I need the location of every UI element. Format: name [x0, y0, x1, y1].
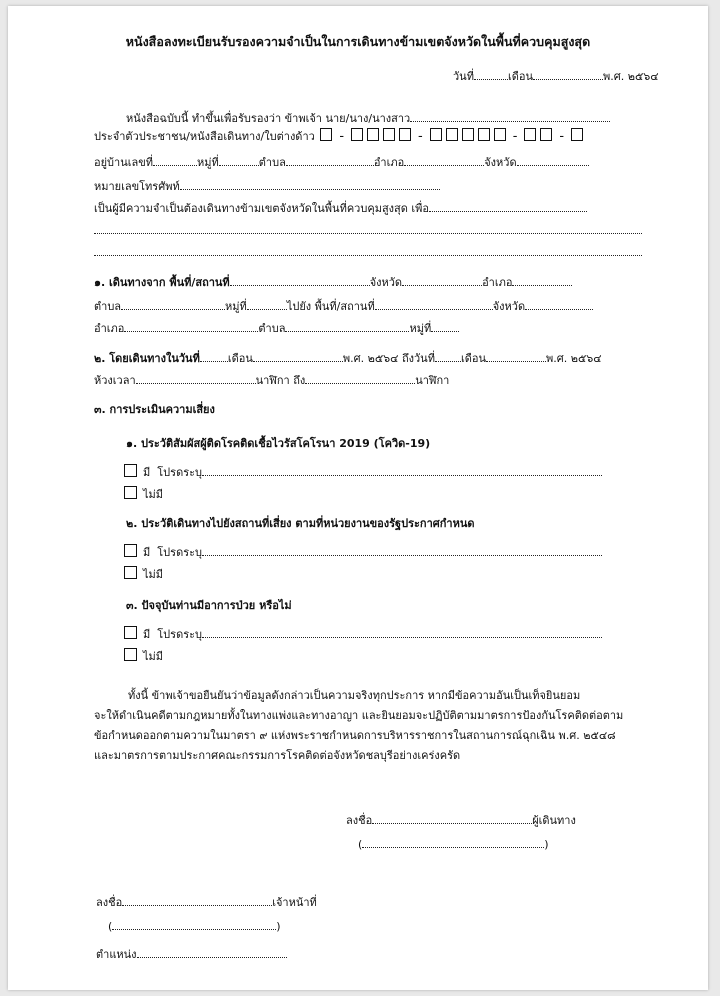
officer-name-field[interactable]	[112, 918, 276, 930]
q2-no-checkbox[interactable]	[124, 566, 137, 579]
need-line-2	[94, 222, 642, 239]
position-field[interactable]	[137, 946, 287, 958]
to-place-label: ไปยัง พื้นที่/สถานที่	[286, 300, 375, 313]
yes-label: มี	[143, 466, 151, 479]
specify-label: โปรดระบุ	[157, 546, 203, 559]
id-boxes[interactable]: - - - -	[318, 129, 585, 144]
section1-line2	[94, 298, 593, 315]
officer-name-line	[108, 918, 281, 935]
no-label: ไม่มี	[143, 568, 164, 581]
form-page	[8, 6, 708, 990]
question-1: ๑. ประวัติสัมผัสผู้ติดโรคติดเชื้อไวรัสโคโรนา 2019 (โควิด-19)	[126, 437, 431, 450]
position-line	[96, 946, 287, 963]
to-tambon-field[interactable]	[285, 320, 409, 332]
time-unit-label: นาฬิกา ถึง	[255, 374, 306, 387]
q1-specify-field[interactable]	[202, 464, 602, 476]
from-province-field[interactable]	[402, 274, 482, 286]
id-box[interactable]	[351, 128, 363, 141]
to-province-label: จังหวัด	[492, 300, 526, 313]
addr-amphoe-label: อำเภอ	[373, 156, 405, 169]
sign-label: ลงชื่อ	[96, 896, 123, 909]
section3-label: ๓. การประเมินความเสี่ยง	[94, 403, 215, 416]
id-line	[94, 128, 585, 145]
need-field[interactable]	[429, 200, 587, 212]
q3-yes-checkbox[interactable]	[124, 626, 137, 639]
to-tambon-label: ตำบล	[258, 322, 286, 335]
page-title: หนังสือลงทะเบียนรับรองความจำเป็นในการเดินทางข้ามเขตจังหวัดในพื้นที่ควบคุมสูงสุด	[125, 34, 591, 49]
travel-end-day-field[interactable]	[435, 350, 461, 362]
declaration-line: และมาตรการตามประกาศคณะกรรมการโรคติดต่อจังหวัดชลบุรีอย่างเคร่งครัด	[94, 749, 461, 762]
no-label: ไม่มี	[143, 488, 164, 501]
from-place-field[interactable]	[230, 274, 370, 286]
need-field-2[interactable]	[94, 222, 642, 234]
q3-yes-row	[124, 626, 602, 643]
officer-signature-line	[96, 894, 317, 911]
date-line	[453, 68, 659, 85]
traveler-signature-line	[346, 812, 576, 829]
addr-moo-field[interactable]	[219, 154, 259, 166]
q1-yes-checkbox[interactable]	[124, 464, 137, 477]
date-year-label: พ.ศ. ๒๕๖๔	[602, 70, 659, 83]
section2-line1	[94, 350, 602, 367]
traveler-label: ผู้เดินทาง	[532, 814, 576, 827]
need-line-3	[94, 244, 642, 261]
need-field-3[interactable]	[94, 244, 642, 256]
id-box[interactable]	[430, 128, 442, 141]
travel-day-field[interactable]	[200, 350, 228, 362]
addr-no-field[interactable]	[153, 154, 197, 166]
traveler-name-line	[358, 836, 549, 853]
addr-no-label: อยู่บ้านเลขที่	[94, 156, 154, 169]
q3-no-checkbox[interactable]	[124, 648, 137, 661]
declaration-line: จะให้ดำเนินคดีตามกฎหมายทั้งในทางแพ่งและทางอาญา และยินยอมจะปฏิบัติตามมาตรการป้องกันโรคติดต่อตาม	[94, 709, 624, 722]
specify-label: โปรดระบุ	[157, 628, 203, 641]
section1-line3	[94, 320, 459, 337]
date-month-field[interactable]	[533, 68, 603, 80]
q2-yes-row	[124, 544, 602, 561]
declaration-line: ข้อกำหนดออกตามความในมาตรา ๙ แห่งพระราชกำหนดการบริหารราชการในสถานการณ์ฉุกเฉิน พ.ศ. ๒๕๔๘	[94, 729, 616, 742]
q1-yes-row	[124, 464, 602, 481]
travel-end-month-label: เดือน	[460, 352, 486, 365]
officer-signature-field[interactable]	[122, 894, 272, 906]
to-province-field[interactable]	[525, 298, 593, 310]
from-moo-field[interactable]	[247, 298, 287, 310]
from-moo-label: หมู่ที่	[225, 300, 247, 313]
open-paren: (	[358, 838, 363, 851]
id-box[interactable]	[462, 128, 474, 141]
section2-line2	[94, 372, 449, 389]
q3-no-row	[124, 648, 163, 665]
q1-no-checkbox[interactable]	[124, 486, 137, 499]
id-box[interactable]	[399, 128, 411, 141]
q2-specify-field[interactable]	[202, 544, 602, 556]
id-box[interactable]	[383, 128, 395, 141]
id-box[interactable]	[571, 128, 583, 141]
yes-label: มี	[143, 546, 151, 559]
time-label: ห้วงเวลา	[94, 374, 136, 387]
intro-line	[126, 110, 610, 127]
addr-tambon-field[interactable]	[286, 154, 374, 166]
date-month-label: เดือน	[507, 70, 533, 83]
declaration-line: ทั้งนี้ ข้าพเจ้าขอยืนยันว่าข้อมูลดังกล่าวเป็นความจริงทุกประการ หากมีข้อความอันเป็นเท็จยินยอม	[128, 689, 581, 702]
from-amphoe-field[interactable]	[512, 274, 572, 286]
date-day-label: วันที่	[453, 70, 474, 83]
intro-text: หนังสือฉบับนี้ ทำขึ้นเพื่อรับรองว่า ข้าพเจ้า นาย/นาง/นางสาว	[126, 112, 411, 125]
travel-month-field[interactable]	[253, 350, 343, 362]
to-amphoe-label: อำเภอ	[94, 322, 125, 335]
need-line	[94, 200, 587, 217]
date-day-field[interactable]	[474, 68, 508, 80]
q2-no-row	[124, 566, 163, 583]
travel-end-month-field[interactable]	[486, 350, 546, 362]
need-label: เป็นผู้มีความจำเป็นต้องเดินทางข้ามเขตจังหวัดในพื้นที่ควบคุมสูงสุด เพื่อ	[94, 202, 430, 215]
id-box[interactable]	[446, 128, 458, 141]
declaration	[94, 686, 654, 766]
officer-label: เจ้าหน้าที่	[272, 896, 317, 909]
close-paren: )	[276, 920, 281, 933]
phone-label: หมายเลขโทรศัพท์	[94, 180, 180, 193]
from-amphoe-label: อำเภอ	[482, 276, 513, 289]
from-province-label: จังหวัด	[369, 276, 403, 289]
to-amphoe-field[interactable]	[124, 320, 258, 332]
addr-tambon-label: ตำบล	[258, 156, 286, 169]
id-box[interactable]	[494, 128, 506, 141]
question-2: ๒. ประวัติเดินทางไปยังสถานที่เสี่ยง ตามที่หน่วยงานของรัฐประกาศกำหนด	[126, 517, 475, 530]
id-box[interactable]	[367, 128, 379, 141]
sign-label: ลงชื่อ	[346, 814, 373, 827]
to-moo-label: หมู่ที่	[409, 322, 432, 335]
open-paren: (	[108, 920, 113, 933]
name-field[interactable]	[410, 110, 610, 122]
id-box[interactable]	[478, 128, 490, 141]
section1-line1	[94, 274, 572, 291]
traveler-name-field[interactable]	[362, 836, 544, 848]
position-label: ตำแหน่ง	[96, 948, 137, 961]
from-tambon-field[interactable]	[121, 298, 225, 310]
phone-field[interactable]	[180, 178, 440, 190]
travel-end-year-label: พ.ศ. ๒๕๖๔	[545, 352, 602, 365]
q1-no-row	[124, 486, 163, 503]
travel-year-until-label: พ.ศ. ๒๕๖๔ ถึงวันที่	[342, 352, 435, 365]
no-label: ไม่มี	[143, 650, 164, 663]
travel-month-label: เดือน	[227, 352, 253, 365]
id-box[interactable]	[540, 128, 552, 141]
address-line	[94, 154, 589, 171]
yes-label: มี	[143, 628, 151, 641]
addr-province-label: จังหวัด	[484, 156, 517, 169]
q3-specify-field[interactable]	[202, 626, 602, 638]
time-end-field[interactable]	[305, 372, 415, 384]
question-3: ๓. ปัจจุบันท่านมีอาการป่วย หรือไม่	[126, 599, 292, 612]
addr-province-field[interactable]	[517, 154, 589, 166]
specify-label: โปรดระบุ	[157, 466, 203, 479]
id-label: ประจำตัวประชาชน/หนังสือเดินทาง/ใบต่างด้าว	[94, 130, 315, 143]
id-box[interactable]	[524, 128, 536, 141]
close-paren: )	[544, 838, 549, 851]
section2-label: ๒. โดยเดินทางในวันที่	[94, 352, 200, 365]
traveler-signature-field[interactable]	[372, 812, 532, 824]
time-start-field[interactable]	[136, 372, 256, 384]
section1-label: ๑. เดินทางจาก พื้นที่/สถานที่	[94, 276, 230, 289]
phone-line	[94, 178, 440, 195]
to-place-field[interactable]	[375, 298, 493, 310]
addr-amphoe-field[interactable]	[404, 154, 484, 166]
addr-moo-label: หมู่ที่	[197, 156, 219, 169]
q2-yes-checkbox[interactable]	[124, 544, 137, 557]
from-tambon-label: ตำบล	[94, 300, 122, 313]
to-moo-field[interactable]	[431, 320, 459, 332]
id-box[interactable]	[320, 128, 332, 141]
time-unit2-label: นาฬิกา	[415, 374, 450, 387]
